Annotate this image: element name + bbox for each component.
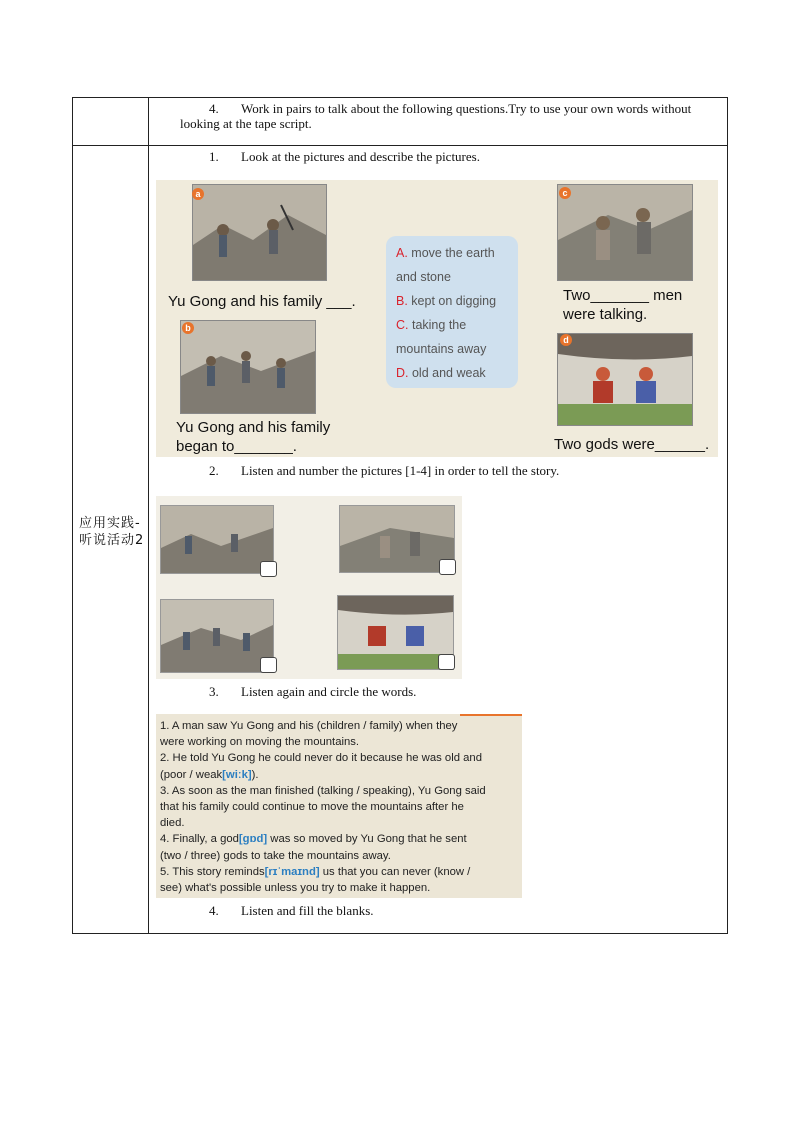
sentence-line: that his family could continue to move the mountains after he — [160, 801, 464, 813]
options-box — [386, 236, 518, 388]
sentence-line: 2. He told Yu Gong he could never do it because he was old and — [160, 752, 482, 765]
option-a-line1: A. move the earth — [396, 246, 495, 260]
phonetic-label: [rɪˈmaɪnd] — [264, 865, 320, 878]
ordering-panel — [156, 496, 462, 679]
phonetic-label: [wiːk] — [222, 768, 252, 781]
option-c-line2: mountains away — [396, 342, 487, 356]
order-box-4[interactable] — [438, 654, 455, 670]
step-2-number: 2. — [209, 463, 219, 478]
circle-words-panel — [156, 714, 522, 898]
picture-d — [557, 333, 693, 426]
order-box-1[interactable] — [260, 561, 277, 577]
badge-b: b — [182, 322, 194, 334]
row1-number: 4. — [209, 101, 219, 116]
sentence-line: (poor / weak[wiːk]). — [160, 768, 259, 781]
picture-b — [180, 320, 316, 414]
caption-a: Yu Gong and his family ___. — [168, 293, 356, 310]
row1-text-continued: looking at the tape script. — [180, 116, 312, 131]
sentence-line: died. — [160, 817, 185, 830]
phonetic-label: [ɡɒd] — [238, 833, 268, 846]
badge-a: a — [192, 188, 204, 200]
option-a-line2: and stone — [396, 270, 451, 284]
sentence-line: 4. Finally, a god[ɡɒd] was so moved by Yu Gong that he sent — [160, 833, 467, 846]
column-divider — [148, 97, 149, 934]
picture-c — [557, 184, 693, 281]
activity-label: 应用实践-听说活动2 — [79, 516, 145, 548]
option-d: D. old and weak — [396, 366, 486, 380]
step-4-number: 4. — [209, 903, 219, 918]
step-4-text: Listen and fill the blanks. — [241, 903, 374, 918]
caption-b-line2: began to_______. — [176, 438, 297, 455]
step-1-text: Look at the pictures and describe the pictures. — [241, 149, 480, 164]
sentence-line: were working on moving the mountains. — [160, 736, 360, 749]
describe-pictures-panel — [156, 180, 718, 457]
caption-c-line2: were talking. — [563, 306, 648, 323]
badge-d: d — [560, 334, 572, 346]
option-c-line1: C. taking the — [396, 318, 467, 332]
sentence-line: (two / three) gods to take the mountains away. — [160, 849, 391, 862]
sentence-line: 1. A man saw Yu Gong and his (children / family) when they — [160, 720, 458, 732]
step-2-text: Listen and number the pictures [1-4] in order to tell the story. — [241, 463, 560, 478]
caption-b-line1: Yu Gong and his family — [176, 419, 331, 436]
step-3-text: Listen again and circle the words. — [241, 684, 417, 699]
picture-a — [192, 184, 327, 281]
row1-text: Work in pairs to talk about the following questions.Try to use your own words without — [241, 101, 692, 116]
badge-c: c — [559, 187, 571, 199]
caption-d: Two gods were______. — [554, 436, 710, 453]
order-box-3[interactable] — [260, 657, 277, 673]
order-box-2[interactable] — [439, 559, 456, 575]
step-1-number: 1. — [209, 149, 219, 164]
step-3-number: 3. — [209, 684, 219, 699]
order-picture-a — [160, 505, 274, 574]
row-divider — [72, 145, 728, 146]
order-picture-b — [160, 599, 274, 673]
option-b: B. kept on digging — [396, 294, 497, 308]
sentence-line: see) what's possible unless you try to make it happen. — [160, 882, 431, 894]
accent-line — [460, 714, 522, 716]
sentence-line: 5. This story reminds[rɪˈmaɪnd] us that you can never (know / — [160, 865, 471, 878]
caption-c-line1: Two_______ men — [563, 287, 683, 304]
order-picture-c — [339, 505, 455, 573]
sentence-line: 3. As soon as the man finished (talking / speaking), Yu Gong said — [160, 784, 486, 797]
order-picture-d — [337, 595, 454, 670]
